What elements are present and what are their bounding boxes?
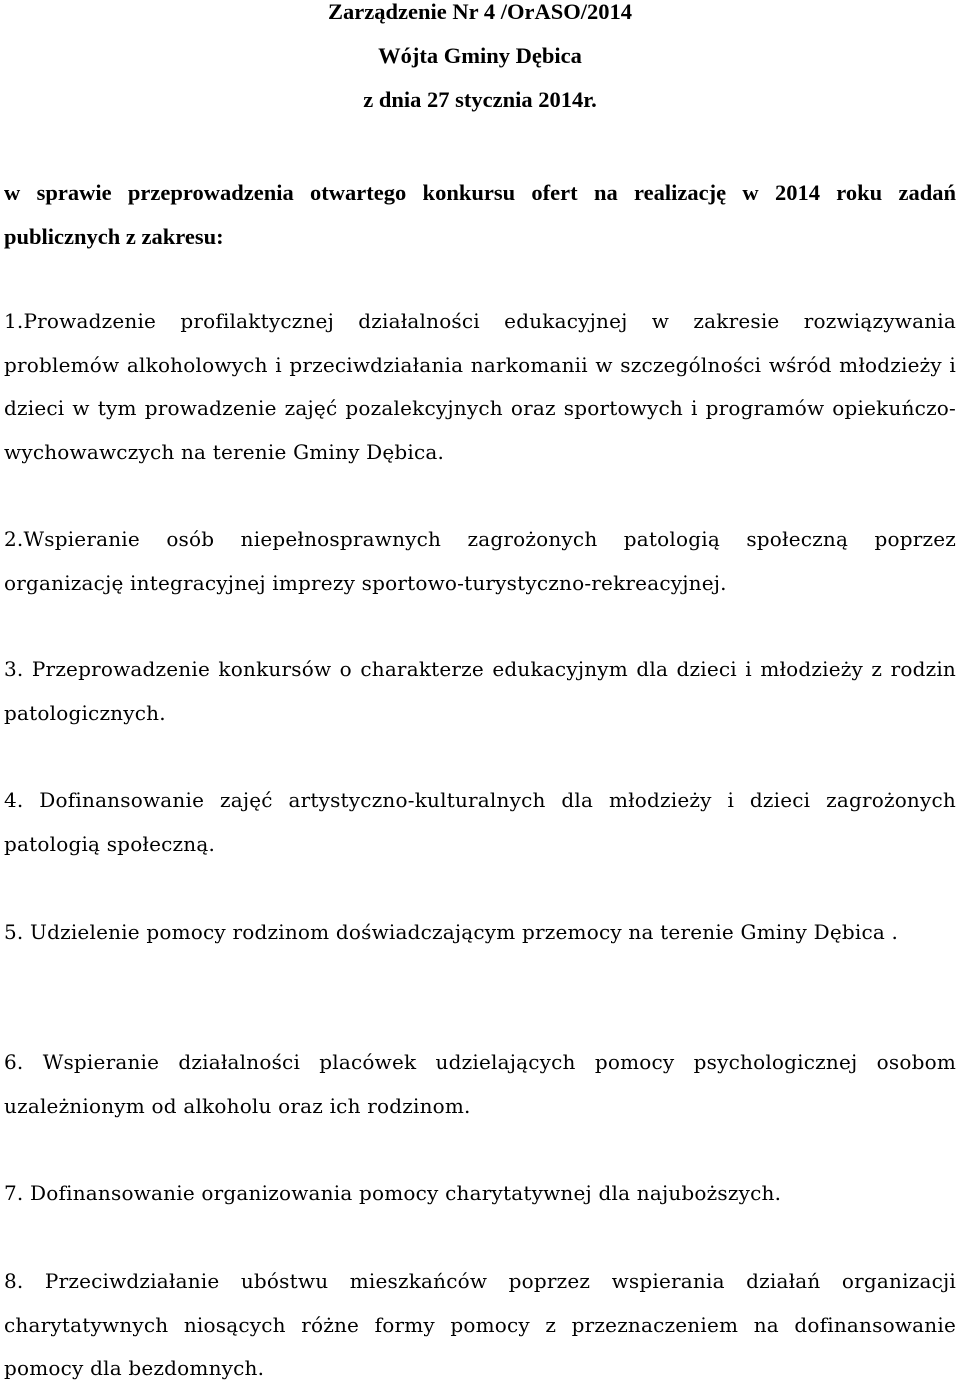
list-item-4: 4. Dofinansowanie zajęć artystyczno-kulturalnych dla młodzieży i dzieci zagrożonych patologią społeczną.: [4, 788, 956, 856]
list-item-8: 8. Przeciwdziałanie ubóstwu mieszkańców poprzez wspierania działań organizacji charytatywnych niosących różne formy pomocy z przeznaczeniem na dofinansowanie pomocy dla bezdomnych.: [4, 1269, 956, 1380]
document-header: [0, 0, 960, 122]
ordinance-number: Zarządzenie Nr 4 /OrASO/2014: [328, 0, 632, 24]
list-item-3: 3. Przeprowadzenie konkursów o charakterze edukacyjnym dla dzieci i młodzieży z rodzin patologicznych.: [4, 657, 956, 725]
list-item-5: 5. Udzielenie pomocy rodzinom doświadczającym przemocy na terenie Gminy Dębica .: [4, 920, 899, 944]
issuing-authority: Wójta Gminy Dębica: [378, 43, 582, 68]
list-item-1: 1.Prowadzenie profilaktycznej działalności edukacyjnej w zakresie rozwiązywania problemów alkoholowych i przeciwdziałania narkomanii w szczególności wśród młodzieży i dzieci w tym prowadzenie zajęć pozalekcyjnych oraz sportowych i programów opiekuńczo-wychowawczych na terenie Gminy Dębica.: [4, 309, 956, 464]
list-item-2: 2.Wspieranie osób niepełnosprawnych zagrożonych patologią społeczną poprzez organizację integracyjnej imprezy sportowo-turystyczno-rekreacyjnej.: [4, 527, 956, 595]
ordinance-date: z dnia 27 stycznia 2014r.: [363, 87, 597, 112]
list-item-6: 6. Wspieranie działalności placówek udzielających pomocy psychologicznej osobom uzależnionym od alkoholu oraz ich rodzinom.: [4, 1050, 956, 1118]
ordinance-subject: w sprawie przeprowadzenia otwartego konkursu ofert na realizację w 2014 roku zadań publicznych z zakresu:: [4, 180, 956, 249]
list-item-7: 7. Dofinansowanie organizowania pomocy charytatywnej dla najuboższych.: [4, 1181, 782, 1205]
